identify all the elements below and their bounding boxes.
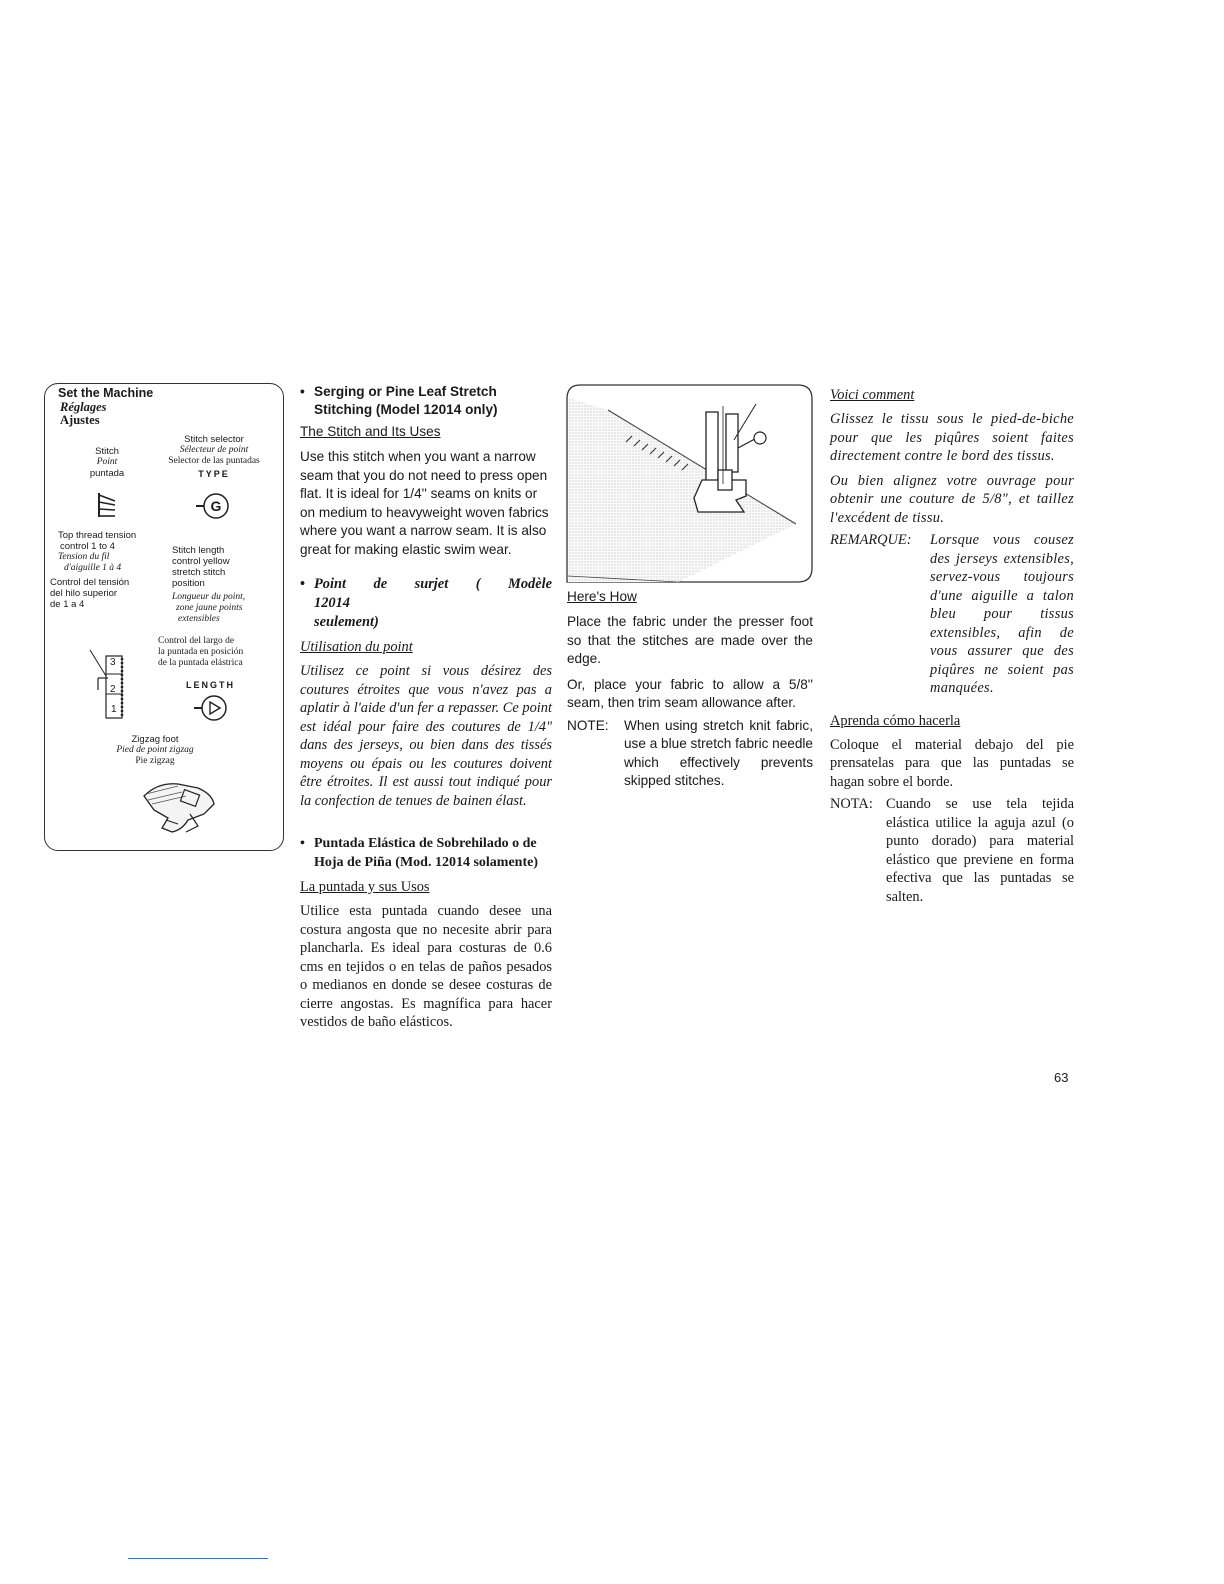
para1-fr: Glissez le tissu sous le pied-de-biche pour que les piqûres soient faites directement contre le bord des tissus. xyxy=(830,411,1074,464)
dial-number-2: 2 xyxy=(110,684,116,695)
subhead-heres-how: Here's How xyxy=(567,589,637,604)
length-label-group xyxy=(172,545,282,625)
tension-en-2: control 1 to 4 xyxy=(60,541,115,552)
selector-label-en: Stitch selector xyxy=(184,434,244,445)
para1-en: Place the fabric under the presser foot so that the stitches are made over the edge. xyxy=(567,614,813,666)
bullet-icon: • xyxy=(300,576,306,592)
type-dial-value: G xyxy=(210,498,222,514)
note-en xyxy=(567,717,813,791)
heading-fr xyxy=(300,575,552,632)
body-es: Utilice esta puntada cuando desee una costura angosta que no necesite abrir para plancharla. Es ideal para costuras de 0.6 cms en tejidos o en telas de paños pesados o medianos en donde se desee costuras de cierre angostas. Es magnífica para hacer vestidos de baño elásticos. xyxy=(300,903,552,1030)
dial-number-3: 3 xyxy=(110,657,116,668)
selector-label-es: Selector de las puntadas xyxy=(168,456,260,466)
stitch-label-group xyxy=(80,446,134,479)
length-es-3: de la puntada elástrica xyxy=(158,658,243,668)
column-3 xyxy=(567,588,813,791)
selector-label-group xyxy=(150,434,278,479)
body-fr: Utilisez ce point si vous désirez des coutures étroites que vous n'avez pas a aplatir à l'aide d'un fer a repasser. Ce point est idéal pour faire des coutures de 1/4" dans des jerseys, ou bien dans des tissés moyens ou épais ou les coutures doivent être étroites. Il est aussi tout indiqué pour la confection de tenues de bainen élast. xyxy=(300,663,552,809)
heading-fr-line-1: Point de surjet ( Modèle 12014 xyxy=(314,576,552,611)
heading-en-line-2: Stitching (Model 12014 only) xyxy=(314,402,498,417)
tension-fr-1: Tension du fil xyxy=(58,552,110,562)
subhead-voici: Voici comment xyxy=(830,387,915,403)
heading-es xyxy=(300,834,552,872)
setup-title-es: Ajustes xyxy=(60,413,100,427)
nota-es xyxy=(830,795,1074,906)
dial-number-1: 1 xyxy=(111,704,117,715)
pine-leaf-stitch-icon xyxy=(95,491,119,519)
bullet-icon: • xyxy=(300,384,305,399)
heading-en xyxy=(300,383,552,419)
para2-fr: Ou bien alignez votre ouvrage pour obtenir une couture de 5/8", et taillez l'excédent de tissu. xyxy=(830,472,1074,526)
selector-label-fr: Sélecteur de point xyxy=(179,445,249,455)
length-fr-3: extensibles xyxy=(178,614,220,624)
subhead-es: La puntada y sus Usos xyxy=(300,879,430,895)
stitch-label-fr: Point xyxy=(96,457,118,467)
remark-text: Lorsque vous cousez des jerseys extensibles, servez-vous toujours d'une aiguille a talon bleu pour tissus extensibles, afin de vous assurer que des piqûres ne soient pas manquées. xyxy=(930,532,1074,696)
remark-fr xyxy=(830,531,1074,698)
length-es-2: la puntada en posición xyxy=(158,647,244,657)
length-en-1: Stitch length xyxy=(172,545,225,556)
subhead-en: The Stitch and Its Uses xyxy=(300,424,441,439)
setup-title-fr: Réglages xyxy=(60,400,107,414)
remark-label: REMARQUE: xyxy=(830,532,912,548)
length-en-3: stretch stitch xyxy=(172,567,226,578)
length-fr-2: zone jaune points xyxy=(176,603,243,613)
para1-es: Coloque el material debajo del pie prensatelas para que las puntadas se hagan sobre el borde. xyxy=(830,736,1074,790)
subhead-aprenda: Aprenda cómo hacerla xyxy=(830,712,961,729)
bottom-rule xyxy=(128,1558,268,1559)
foot-fr: Pied de point zigzag xyxy=(116,745,194,755)
length-es-group xyxy=(158,636,282,669)
tension-es-2: del hilo superior xyxy=(50,588,118,599)
foot-es: Pie zigzag xyxy=(135,756,175,766)
stitch-label-es: puntada xyxy=(89,468,125,479)
tension-es-1: Control del tensión xyxy=(50,577,130,588)
note-label: NOTE: xyxy=(567,717,609,733)
foot-en: Zigzag foot xyxy=(131,734,179,745)
tension-es-3: de 1 a 4 xyxy=(50,599,85,610)
tension-fr-2: d'aiguille 1 à 4 xyxy=(64,563,122,573)
setup-title-en: Set the Machine xyxy=(58,386,154,400)
subhead-fr: Utilisation du point xyxy=(300,639,413,655)
length-dial-icon xyxy=(194,692,234,724)
page-number: 63 xyxy=(1054,1070,1069,1085)
type-label: TYPE xyxy=(198,469,230,479)
nota-text: Cuando se use tela tejida elástica utilice la aguja azul (o punto dorado) para material elástico que previene en forma efectiva que las puntadas se salten. xyxy=(886,796,1074,905)
tension-label-group xyxy=(50,530,160,610)
length-es-1: Control del largo de xyxy=(158,636,235,646)
column-2 xyxy=(300,383,552,1032)
length-en-4: position xyxy=(172,578,205,589)
tension-en-1: Top thread tension xyxy=(58,530,137,541)
heading-en-line-1: Serging or Pine Leaf Stretch xyxy=(314,384,497,399)
heading-fr-line-2: seulement) xyxy=(314,614,379,630)
column-4 xyxy=(830,386,1074,906)
length-label: LENGTH xyxy=(186,680,235,690)
stitch-label-en: Stitch xyxy=(95,446,119,457)
zigzag-foot-icon xyxy=(138,774,222,836)
length-en-2: control yellow xyxy=(172,556,230,567)
bullet-icon: • xyxy=(300,836,305,851)
body-en: Use this stitch when you want a narrow seam that you do not need to press open flat. It is ideal for 1/4'' seams on knits or on medium to heavyweight woven fabrics where you want a narrow seam. It is also great for making elastic swim wear. xyxy=(300,449,549,557)
heading-es-line-2: Hoja de Piña (Mod. 12014 solamente) xyxy=(314,855,538,870)
para2-en: Or, place your fabric to allow a 5/8'' seam, then trim seam allowance after. xyxy=(567,676,813,710)
length-fr-1: Longueur du point, xyxy=(172,592,246,602)
heading-es-line-1: Puntada Elástica de Sobrehilado o de xyxy=(314,836,537,851)
presser-foot-illustration xyxy=(566,384,814,584)
foot-label-group xyxy=(90,734,220,767)
nota-label: NOTA: xyxy=(830,796,873,812)
note-text: When using stretch knit fabric, use a blue stretch fabric needle which effectively prevents skipped stitches. xyxy=(624,717,813,788)
tension-dial-icon xyxy=(84,648,134,720)
